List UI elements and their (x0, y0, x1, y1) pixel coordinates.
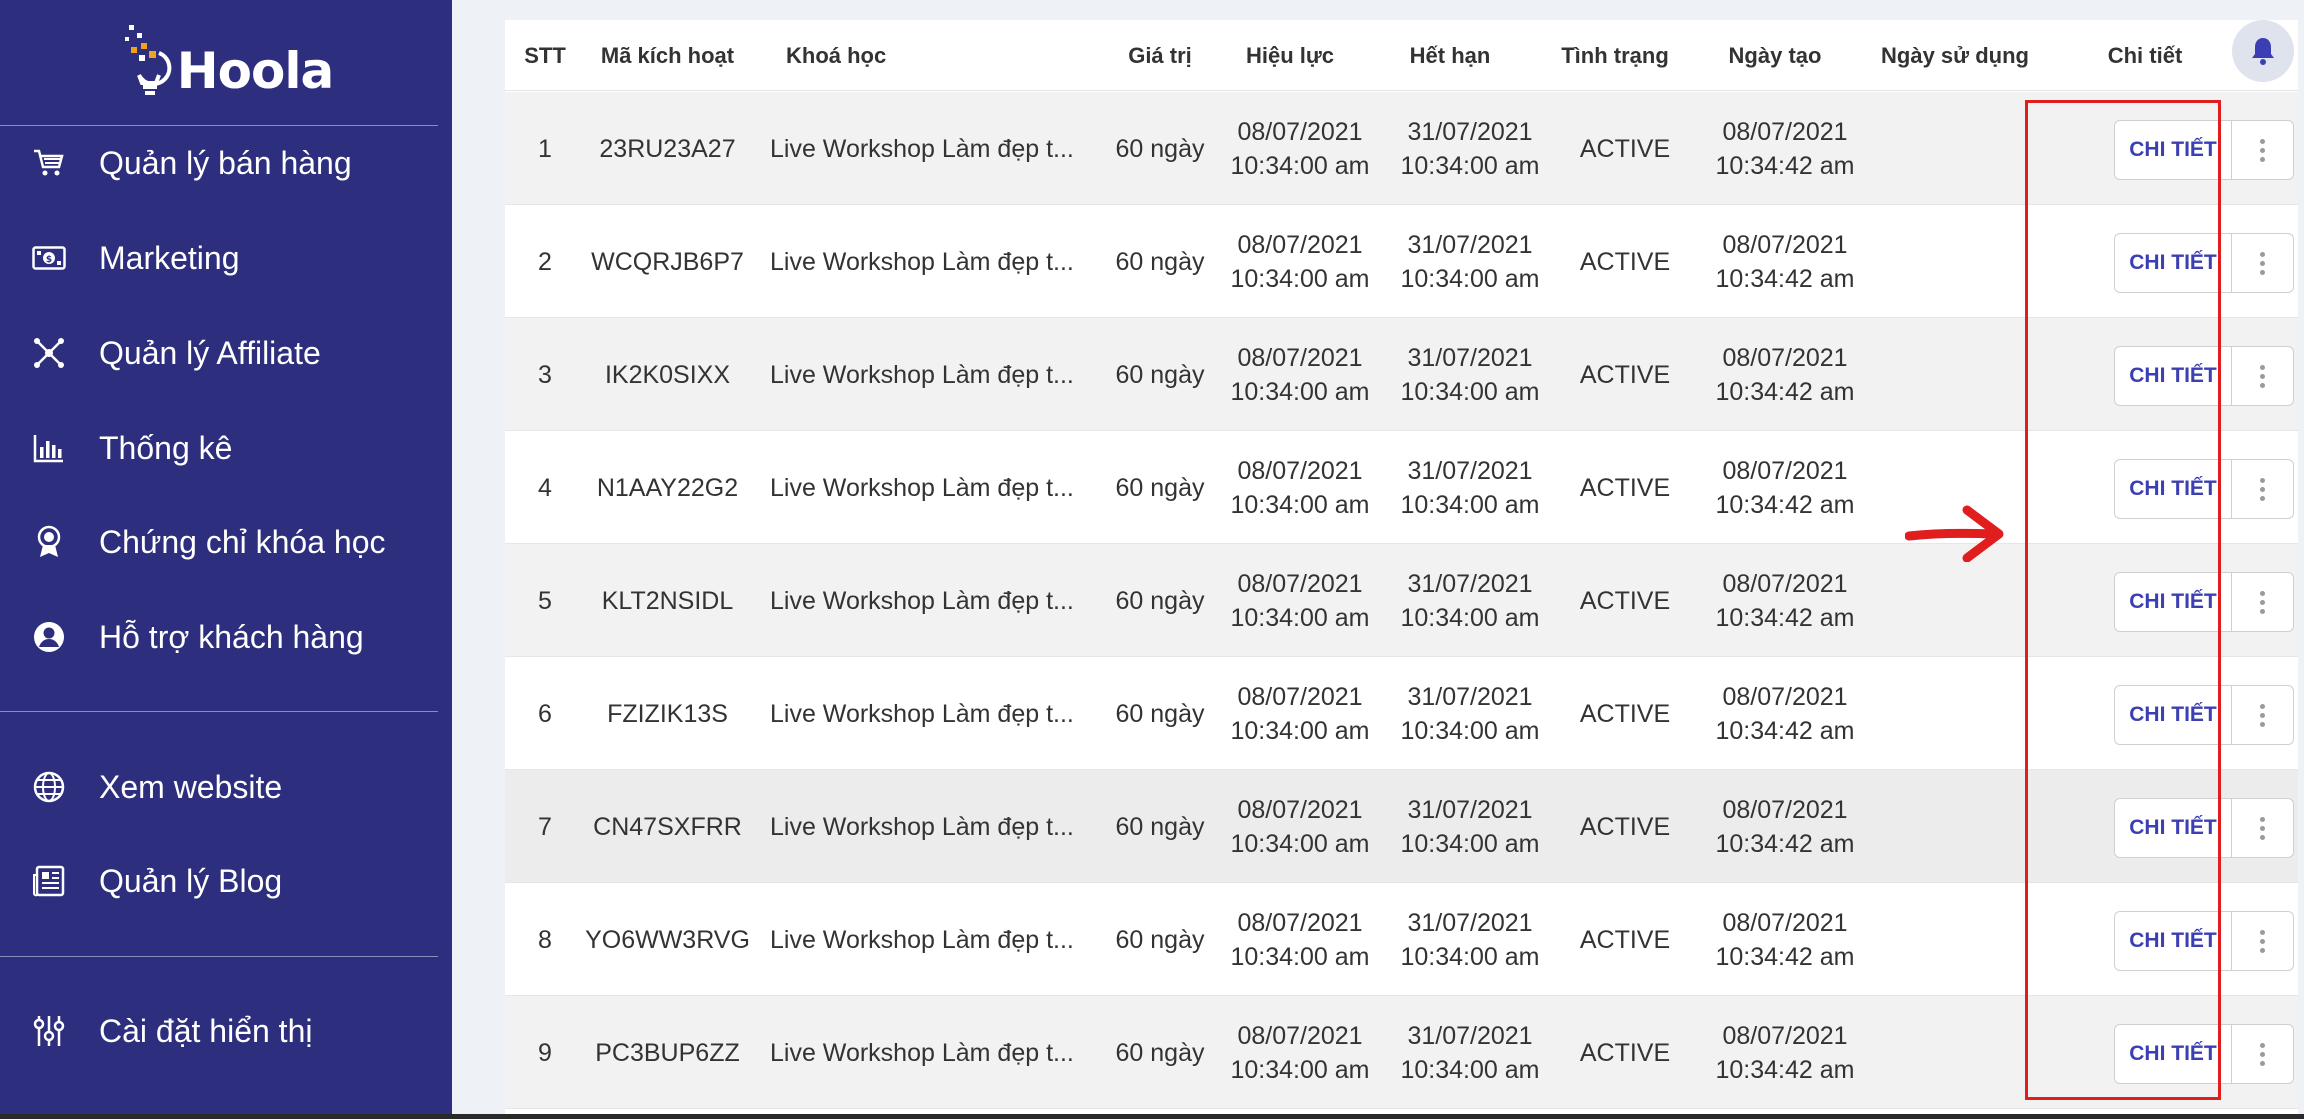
cell-code: WCQRJB6P7 (591, 247, 744, 276)
header-detail: Chi tiết (2107, 42, 2183, 68)
cart-icon (32, 146, 66, 180)
more-options-button[interactable] (2232, 911, 2294, 971)
kebab-menu-icon (2260, 817, 2265, 840)
cell-valid-time: 10:34:00 am (1230, 829, 1370, 858)
detail-button[interactable]: CHI TIẾT (2114, 1024, 2232, 1084)
cell-code: FZIZIK13S (607, 699, 728, 728)
table-row (505, 92, 2298, 205)
sidebar-item-marketing[interactable] (0, 223, 452, 293)
header-value: Giá trị (1128, 42, 1192, 68)
cell-value: 60 ngày (1115, 360, 1205, 389)
cell-valid-date: 08/07/2021 (1237, 795, 1363, 824)
cell-created (1700, 318, 1870, 431)
sidebar-item-certificates[interactable] (0, 507, 452, 577)
status-badge: ACTIVE (1579, 360, 1671, 389)
cell-valid-date: 08/07/2021 (1237, 908, 1363, 937)
header-used: Ngày sử dụng (1881, 42, 2029, 68)
cell-expire-time: 10:34:00 am (1400, 490, 1540, 519)
status-badge: ACTIVE (1579, 473, 1671, 502)
cell-value: 60 ngày (1115, 1038, 1205, 1067)
cell-valid-time: 10:34:00 am (1230, 264, 1370, 293)
cell-expire-date: 31/07/2021 (1407, 795, 1533, 824)
more-options-button[interactable] (2232, 1024, 2294, 1084)
activation-code-table (505, 20, 2298, 1119)
sidebar-item-label: Thống kê (99, 429, 233, 466)
newspaper-icon (32, 864, 66, 898)
header-expire: Hết hạn (1409, 42, 1491, 68)
cell-created (1700, 544, 1870, 657)
cell-valid-time: 10:34:00 am (1230, 490, 1370, 519)
cell-valid-date: 08/07/2021 (1237, 343, 1363, 372)
cell-created (1700, 657, 1870, 770)
cell-valid-date: 08/07/2021 (1237, 682, 1363, 711)
cell-created-date: 08/07/2021 (1722, 230, 1848, 259)
cell-used (1875, 318, 2045, 431)
cell-used (1875, 205, 2045, 318)
status-badge: ACTIVE (1579, 1038, 1671, 1067)
cell-valid (1215, 431, 1385, 544)
status-badge: ACTIVE (1579, 586, 1671, 615)
header-created: Ngày tạo (1728, 42, 1822, 68)
cell-expire (1385, 205, 1555, 318)
cell-course: Live Workshop Làm đẹp t... (770, 473, 1074, 502)
sidebar-item-view-website[interactable] (0, 752, 452, 822)
cell-used (1875, 657, 2045, 770)
sidebar-item-display-settings[interactable] (0, 996, 452, 1066)
cell-code: CN47SXFRR (593, 812, 742, 841)
sidebar-item-statistics[interactable] (0, 413, 452, 483)
cell-expire-date: 31/07/2021 (1407, 908, 1533, 937)
cell-created-date: 08/07/2021 (1722, 456, 1848, 485)
cell-stt: 6 (538, 699, 552, 728)
cell-code: PC3BUP6ZZ (595, 1038, 740, 1067)
header-valid: Hiệu lực (1245, 42, 1335, 68)
cell-created-date: 08/07/2021 (1722, 1021, 1848, 1050)
cell-code: N1AAY22G2 (596, 473, 739, 502)
cell-valid-date: 08/07/2021 (1237, 230, 1363, 259)
more-options-button[interactable] (2232, 685, 2294, 745)
main-content (452, 0, 2304, 1119)
cell-expire-date: 31/07/2021 (1407, 230, 1533, 259)
kebab-menu-icon (2260, 252, 2265, 275)
table-row (505, 431, 2298, 544)
cell-created-date: 08/07/2021 (1722, 682, 1848, 711)
cell-expire (1385, 883, 1555, 996)
cell-valid-date: 08/07/2021 (1237, 456, 1363, 485)
more-options-button[interactable] (2232, 798, 2294, 858)
cell-code: KLT2NSIDL (601, 586, 734, 615)
cell-stt: 2 (538, 247, 552, 276)
sidebar-item-label: Quản lý Affiliate (99, 334, 321, 371)
sidebar-item-label: Chứng chỉ khóa học (99, 523, 386, 560)
cell-course: Live Workshop Làm đẹp t... (770, 699, 1074, 728)
status-badge: ACTIVE (1579, 247, 1671, 276)
cell-expire (1385, 657, 1555, 770)
cell-valid-date: 08/07/2021 (1237, 117, 1363, 146)
header-stt: STT (524, 42, 566, 68)
cell-value: 60 ngày (1115, 812, 1205, 841)
cell-expire (1385, 92, 1555, 205)
detail-button[interactable]: CHI TIẾT (2114, 572, 2232, 632)
table-row (505, 657, 2298, 770)
sidebar-item-blog[interactable] (0, 846, 452, 916)
cell-valid-date: 08/07/2021 (1237, 569, 1363, 598)
cell-course: Live Workshop Làm đẹp t... (770, 925, 1074, 954)
cell-course: Live Workshop Làm đẹp t... (770, 360, 1074, 389)
sidebar-divider (0, 956, 438, 957)
cell-created (1700, 205, 1870, 318)
network-icon (32, 336, 66, 370)
cell-used (1875, 770, 2045, 883)
cell-created-time: 10:34:42 am (1715, 603, 1855, 632)
header-code: Mã kích hoạt (600, 42, 735, 68)
cell-created-date: 08/07/2021 (1722, 795, 1848, 824)
table-row (505, 883, 2298, 996)
cell-course: Live Workshop Làm đẹp t... (770, 134, 1074, 163)
cell-used (1875, 996, 2045, 1109)
brand-name: Hoola (176, 41, 334, 100)
cell-valid (1215, 770, 1385, 883)
cell-expire (1385, 770, 1555, 883)
cell-expire-time: 10:34:00 am (1400, 377, 1540, 406)
cell-code: IK2K0SIXX (604, 360, 731, 389)
kebab-menu-icon (2260, 930, 2265, 953)
cell-created-time: 10:34:42 am (1715, 264, 1855, 293)
cell-value: 60 ngày (1115, 699, 1205, 728)
detail-button[interactable]: CHI TIẾT (2114, 120, 2232, 180)
cell-expire-time: 10:34:00 am (1400, 942, 1540, 971)
cell-expire-time: 10:34:00 am (1400, 151, 1540, 180)
brand-logo[interactable] (0, 0, 452, 125)
cell-value: 60 ngày (1115, 925, 1205, 954)
cell-expire-date: 31/07/2021 (1407, 343, 1533, 372)
cell-stt: 5 (538, 586, 552, 615)
bell-icon (2249, 36, 2277, 66)
cell-expire-date: 31/07/2021 (1407, 569, 1533, 598)
sidebar-item-affiliate[interactable] (0, 318, 452, 388)
cell-value: 60 ngày (1115, 473, 1205, 502)
detail-button[interactable]: CHI TIẾT (2114, 685, 2232, 745)
cell-valid-time: 10:34:00 am (1230, 151, 1370, 180)
cell-created (1700, 770, 1870, 883)
cell-valid-time: 10:34:00 am (1230, 1055, 1370, 1084)
sidebar-divider (0, 711, 438, 712)
table-header (505, 20, 2298, 91)
cell-stt: 4 (538, 473, 552, 502)
cell-created-time: 10:34:42 am (1715, 1055, 1855, 1084)
status-badge: ACTIVE (1579, 699, 1671, 728)
cell-course: Live Workshop Làm đẹp t... (770, 586, 1074, 615)
cell-created-date: 08/07/2021 (1722, 343, 1848, 372)
status-badge: ACTIVE (1579, 134, 1671, 163)
cell-course: Live Workshop Làm đẹp t... (770, 812, 1074, 841)
sidebar-item-label: Cài đặt hiển thị (99, 1012, 313, 1049)
cell-stt: 1 (538, 134, 552, 163)
cell-stt: 7 (538, 812, 552, 841)
cell-stt: 8 (538, 925, 552, 954)
more-options-button[interactable] (2232, 459, 2294, 519)
cell-valid-time: 10:34:00 am (1230, 377, 1370, 406)
cell-valid-time: 10:34:00 am (1230, 603, 1370, 632)
cell-created-date: 08/07/2021 (1722, 569, 1848, 598)
cell-expire (1385, 996, 1555, 1109)
cell-valid (1215, 92, 1385, 205)
cell-valid-date: 08/07/2021 (1237, 1021, 1363, 1050)
sidebar-item-sales[interactable] (0, 128, 452, 198)
table-row (505, 770, 2298, 883)
cell-code: YO6WW3RVG (585, 925, 750, 954)
cell-expire-time: 10:34:00 am (1400, 264, 1540, 293)
more-options-button[interactable] (2232, 233, 2294, 293)
table-row (505, 996, 2298, 1109)
cell-valid (1215, 544, 1385, 657)
cell-course: Live Workshop Làm đẹp t... (770, 247, 1074, 276)
header-status: Tình trạng (1561, 42, 1669, 68)
cell-created (1700, 92, 1870, 205)
cell-value: 60 ngày (1115, 247, 1205, 276)
sliders-icon (32, 1014, 66, 1048)
cell-created (1700, 996, 1870, 1109)
sidebar-item-label: Xem website (99, 768, 283, 805)
status-badge: ACTIVE (1579, 812, 1671, 841)
cell-created-time: 10:34:42 am (1715, 377, 1855, 406)
cell-expire-date: 31/07/2021 (1407, 682, 1533, 711)
detail-button[interactable]: CHI TIẾT (2114, 233, 2232, 293)
money-icon (32, 241, 66, 275)
sidebar-item-support[interactable] (0, 602, 452, 672)
cell-valid (1215, 657, 1385, 770)
more-options-button[interactable] (2232, 572, 2294, 632)
window-bottom-edge (0, 1114, 2304, 1119)
award-icon (32, 525, 66, 559)
more-options-button[interactable] (2232, 120, 2294, 180)
lightbulb-logo-icon (119, 23, 175, 103)
cell-expire-time: 10:34:00 am (1400, 716, 1540, 745)
cell-valid (1215, 883, 1385, 996)
cell-valid (1215, 318, 1385, 431)
cell-created-date: 08/07/2021 (1722, 117, 1848, 146)
cell-valid (1215, 205, 1385, 318)
sidebar-item-label: Hỗ trợ khách hàng (99, 618, 364, 655)
cell-expire-time: 10:34:00 am (1400, 1055, 1540, 1084)
sidebar (0, 0, 452, 1119)
cell-created-time: 10:34:42 am (1715, 490, 1855, 519)
sidebar-item-label: Quản lý bán hàng (99, 144, 352, 181)
user-circle-icon (32, 620, 66, 654)
cell-created-time: 10:34:42 am (1715, 829, 1855, 858)
cell-value: 60 ngày (1115, 586, 1205, 615)
sidebar-item-label: Quản lý Blog (99, 862, 283, 899)
detail-button[interactable]: CHI TIẾT (2114, 346, 2232, 406)
cell-used (1875, 883, 2045, 996)
cell-expire-date: 31/07/2021 (1407, 117, 1533, 146)
kebab-menu-icon (2260, 139, 2265, 162)
cell-course: Live Workshop Làm đẹp t... (770, 1038, 1074, 1067)
cell-used (1875, 92, 2045, 205)
cell-stt: 9 (538, 1038, 552, 1067)
cell-created (1700, 431, 1870, 544)
notification-bell-button[interactable] (2232, 20, 2294, 82)
table-row (505, 318, 2298, 431)
cell-created-time: 10:34:42 am (1715, 716, 1855, 745)
cell-created-time: 10:34:42 am (1715, 151, 1855, 180)
status-badge: ACTIVE (1579, 925, 1671, 954)
bar-chart-icon (32, 431, 66, 465)
svg-text:$: $ (45, 255, 53, 265)
cell-created (1700, 883, 1870, 996)
globe-icon (32, 770, 66, 804)
kebab-menu-icon (2260, 365, 2265, 388)
detail-button[interactable]: CHI TIẾT (2114, 911, 2232, 971)
more-options-button[interactable] (2232, 346, 2294, 406)
cell-expire (1385, 431, 1555, 544)
cell-value: 60 ngày (1115, 134, 1205, 163)
cell-expire-time: 10:34:00 am (1400, 603, 1540, 632)
annotation-arrow-icon (1905, 502, 2005, 562)
cell-code: 23RU23A27 (599, 134, 736, 163)
cell-valid (1215, 996, 1385, 1109)
cell-expire-date: 31/07/2021 (1407, 1021, 1533, 1050)
cell-valid-time: 10:34:00 am (1230, 716, 1370, 745)
table-row (505, 544, 2298, 657)
kebab-menu-icon (2260, 591, 2265, 614)
cell-expire (1385, 544, 1555, 657)
detail-button[interactable]: CHI TIẾT (2114, 798, 2232, 858)
cell-expire-time: 10:34:00 am (1400, 829, 1540, 858)
cell-stt: 3 (538, 360, 552, 389)
cell-valid-time: 10:34:00 am (1230, 942, 1370, 971)
sidebar-divider (0, 125, 438, 126)
cell-expire-date: 31/07/2021 (1407, 456, 1533, 485)
cell-created-date: 08/07/2021 (1722, 908, 1848, 937)
cell-created-time: 10:34:42 am (1715, 942, 1855, 971)
detail-button[interactable]: CHI TIẾT (2114, 459, 2232, 519)
cell-expire (1385, 318, 1555, 431)
sidebar-item-label: Marketing (99, 239, 240, 276)
kebab-menu-icon (2260, 704, 2265, 727)
table-row (505, 205, 2298, 318)
header-course: Khoá học (786, 42, 887, 68)
kebab-menu-icon (2260, 1043, 2265, 1066)
kebab-menu-icon (2260, 478, 2265, 501)
